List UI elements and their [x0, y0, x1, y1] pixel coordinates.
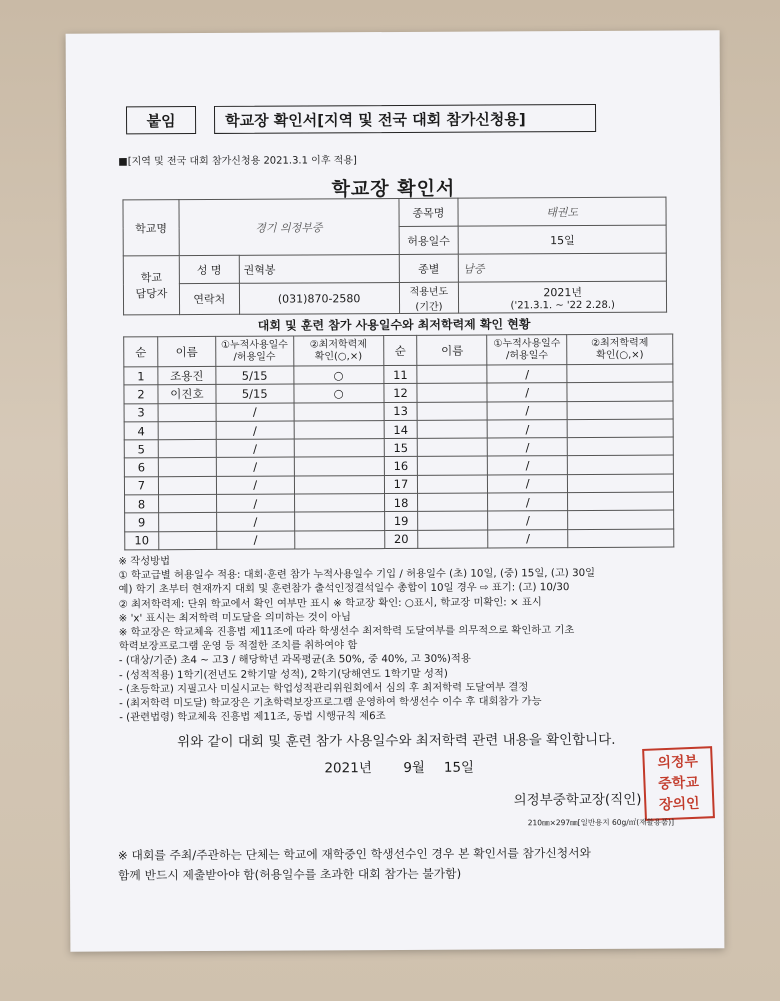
cell-min — [294, 475, 384, 494]
header-min: ②최저학력제 확인(○,×) — [567, 334, 673, 365]
info-table — [122, 197, 667, 316]
contact-value: (031)870-2580 — [239, 282, 399, 314]
cell-no: 5 — [124, 440, 158, 458]
cell-no: 19 — [384, 512, 418, 530]
stamp-line: 의정부 — [657, 753, 699, 772]
cell-days: / — [488, 438, 568, 457]
cell-days: / — [217, 531, 295, 550]
header-name: 이름 — [417, 335, 487, 365]
note-line: 학력보장프로그램 운영 등 적절한 조치를 취하여야 함 — [118, 639, 358, 653]
gender-value: 남중 — [459, 253, 667, 282]
header-min: ②최저학력제 확인(○,×) — [293, 336, 383, 366]
cell-no: 13 — [384, 402, 418, 420]
cell-name — [418, 420, 488, 439]
cell-min — [568, 474, 674, 493]
confirm-statement: 위와 같이 대회 및 훈련 참가 사용일수와 최저학력 관련 내용을 확인합니다. — [177, 731, 616, 751]
cell-min — [294, 530, 384, 549]
note-line: - (성적적용) 1학기(전년도 2학기말 성적), 2학기(당해연도 1학기말 성적) — [118, 667, 448, 682]
cell-name — [418, 456, 488, 475]
cell-days: / — [487, 419, 567, 438]
allowed-days-value: 15일 — [458, 225, 666, 254]
cell-no: 16 — [384, 457, 418, 475]
name-label: 성 명 — [179, 255, 239, 283]
cell-min: ○ — [294, 366, 384, 385]
issue-date — [324, 756, 474, 777]
cell-no: 7 — [124, 477, 158, 495]
year-label: 적용년도 (기간) — [399, 282, 459, 313]
cell-days: 5/15 — [216, 366, 294, 385]
cell-days: / — [488, 493, 568, 512]
status-title: 대회 및 훈련 참가 사용일수와 최저학력제 확인 현황 — [257, 317, 531, 333]
note-line: ① 학교급별 허용일수 적용: 대회·훈련 참가 누적사용일수 기입 / 허용일수 (초) 10일, (중) 15일, (고) 30일 — [118, 567, 596, 582]
cell-min — [567, 364, 673, 383]
status-grid — [123, 334, 674, 551]
cell-no: 15 — [384, 439, 418, 457]
year-cell — [459, 281, 667, 313]
footer-line: ※ 대회를 주최/주관하는 단체는 학교에 재학중인 학생선수인 경우 본 확인서를 참가신청서와 — [117, 845, 591, 863]
contact-label: 연락처 — [179, 283, 239, 314]
cell-min — [294, 420, 384, 439]
cell-name — [418, 438, 488, 457]
note-line: ※ 작성방법 — [118, 555, 171, 568]
cell-name — [418, 530, 488, 549]
cell-min — [294, 439, 384, 458]
school-label: 학교명 — [123, 200, 179, 256]
cell-min: ○ — [294, 384, 384, 403]
cell-no: 3 — [124, 403, 158, 421]
principal-signature: 의정부중학교장(직인) — [513, 791, 642, 809]
document-page — [66, 30, 725, 951]
cell-min — [568, 529, 674, 548]
cell-min — [294, 402, 384, 421]
footer-line: 함께 반드시 제출받아야 함(허용일수를 초과한 대회 참가는 불가함) — [117, 866, 462, 883]
cell-min — [568, 492, 674, 511]
school-seal-stamp — [642, 746, 715, 821]
cell-days: / — [487, 365, 567, 384]
note-line: - (관련법령) 학교체육 진흥법 제11조, 동법 시행규칙 제6조 — [119, 710, 386, 724]
cell-no: 9 — [125, 513, 159, 531]
cell-min — [294, 512, 384, 531]
cell-name — [158, 421, 216, 440]
cell-name — [159, 531, 217, 550]
cell-no: 11 — [383, 365, 417, 383]
document-title-box: 학교장 확인서[지역 및 전국 대회 참가신청용] — [214, 104, 596, 134]
teacher-label: 학교 담당자 — [123, 256, 179, 315]
date-day: 15일 — [443, 759, 475, 776]
cell-name — [418, 511, 488, 530]
writing-instructions — [118, 552, 596, 725]
sport-value: 태권도 — [458, 197, 666, 226]
year-value: 2021년 — [543, 285, 582, 299]
cell-days: / — [487, 383, 567, 402]
form-title: 학교장 확인서 — [331, 177, 456, 201]
cell-name — [418, 475, 488, 494]
cell-days: / — [216, 439, 294, 458]
note-line: - (최저학력 미도달) 학교장은 기초학력보장프로그램 운영하여 학생선수 이수 후 대회참가 가능 — [119, 695, 542, 710]
note-line: ② 최저학력제: 단위 학교에서 확인 여부만 표시 ※ 학교장 확인: ○표시, 학교장 미확인: × 표시 — [118, 595, 542, 611]
cell-no: 14 — [384, 420, 418, 438]
cell-name — [158, 495, 216, 514]
note-line: ※ 'x' 표시는 최저학력 미도달을 의미하는 것이 아님 — [118, 611, 351, 625]
cell-min — [567, 382, 673, 401]
header-no: 순 — [124, 337, 158, 367]
note-line: - (대상/기준) 초4 ~ 고3 / 해당학년 과목평균(초 50%, 중 40%, 고 30%)적용 — [118, 653, 471, 667]
header-name: 이름 — [158, 336, 216, 366]
year-period: ('21.3.1. ~ '22 2.28.) — [510, 299, 615, 311]
cell-name — [158, 440, 216, 459]
cell-min — [567, 419, 673, 438]
cell-min — [567, 437, 673, 456]
date-year: 2021년 — [324, 760, 372, 777]
cell-min — [567, 456, 673, 475]
name-value: 권혁봉 — [239, 254, 399, 283]
cell-no: 2 — [124, 385, 158, 403]
cell-min — [567, 401, 673, 420]
sport-label: 종목명 — [398, 198, 458, 226]
cell-name — [158, 403, 216, 422]
cell-no: 10 — [125, 531, 159, 549]
cell-min — [568, 510, 674, 529]
note-line: ※ 학교장은 학교체육 진흥법 제11조에 따라 학생선수 최저학력 도달여부를 의무적으로 확인하고 기초 — [118, 624, 575, 639]
cell-days: / — [488, 529, 568, 548]
attachment-label: 붙임 — [126, 106, 196, 134]
cell-no: 8 — [125, 495, 159, 513]
cell-no: 6 — [124, 458, 158, 476]
note-line: 예) 학기 초부터 현재까지 대회 및 훈련참가 출석인정결석일수 총합이 10일 경우 ⇨ 표기: (고) 10/30 — [118, 581, 570, 596]
cell-days: / — [216, 421, 294, 440]
cell-days: / — [216, 512, 294, 531]
cell-name — [158, 476, 216, 495]
cell-name — [418, 493, 488, 512]
cell-name: 이진호 — [158, 385, 216, 404]
cell-name — [417, 383, 487, 402]
cell-min — [294, 494, 384, 513]
school-value: 경기 의정부중 — [179, 198, 399, 255]
stamp-line: 장의인 — [658, 795, 700, 814]
header-days: ①누적사용일수 /허용일수 — [487, 335, 567, 365]
cell-name — [158, 458, 216, 477]
cell-days: / — [216, 494, 294, 513]
table-row — [125, 529, 674, 550]
cell-days: / — [487, 401, 567, 420]
cell-min — [294, 457, 384, 476]
cell-days: / — [488, 456, 568, 475]
cell-days: / — [216, 476, 294, 495]
header-no: 순 — [383, 335, 417, 365]
applicability-note: ■[지역 및 전국 대회 참가신청용 2021.3.1 이후 적용] — [118, 155, 357, 168]
header-days: ①누적사용일수 /허용일수 — [216, 336, 294, 366]
footer-notice — [118, 843, 591, 885]
cell-name — [418, 402, 488, 421]
stamp-line: 중학교 — [657, 774, 700, 793]
cell-name — [159, 513, 217, 532]
cell-no: 20 — [384, 530, 418, 548]
cell-name: 조용진 — [158, 366, 216, 385]
gender-label: 종별 — [399, 254, 459, 282]
cell-no: 4 — [124, 422, 158, 440]
cell-days: 5/15 — [216, 384, 294, 403]
cell-days: / — [216, 458, 294, 477]
cell-days: / — [488, 511, 568, 530]
cell-no: 1 — [124, 367, 158, 385]
paper-spec: 210㎜×297㎜[일반용지 60g/㎡(재활용품)] — [527, 817, 675, 828]
cell-days: / — [216, 403, 294, 422]
note-line: - (초등학교) 지필고사 미실시교는 학업성적관리위원회에서 심의 후 최저학력 도달여부 결정 — [119, 681, 529, 696]
cell-no: 17 — [384, 475, 418, 493]
cell-name — [417, 365, 487, 384]
cell-no: 12 — [383, 384, 417, 402]
allowed-days-label: 허용일수 — [399, 226, 459, 254]
date-month: 9월 — [403, 759, 426, 776]
cell-days: / — [488, 474, 568, 493]
cell-no: 18 — [384, 493, 418, 511]
